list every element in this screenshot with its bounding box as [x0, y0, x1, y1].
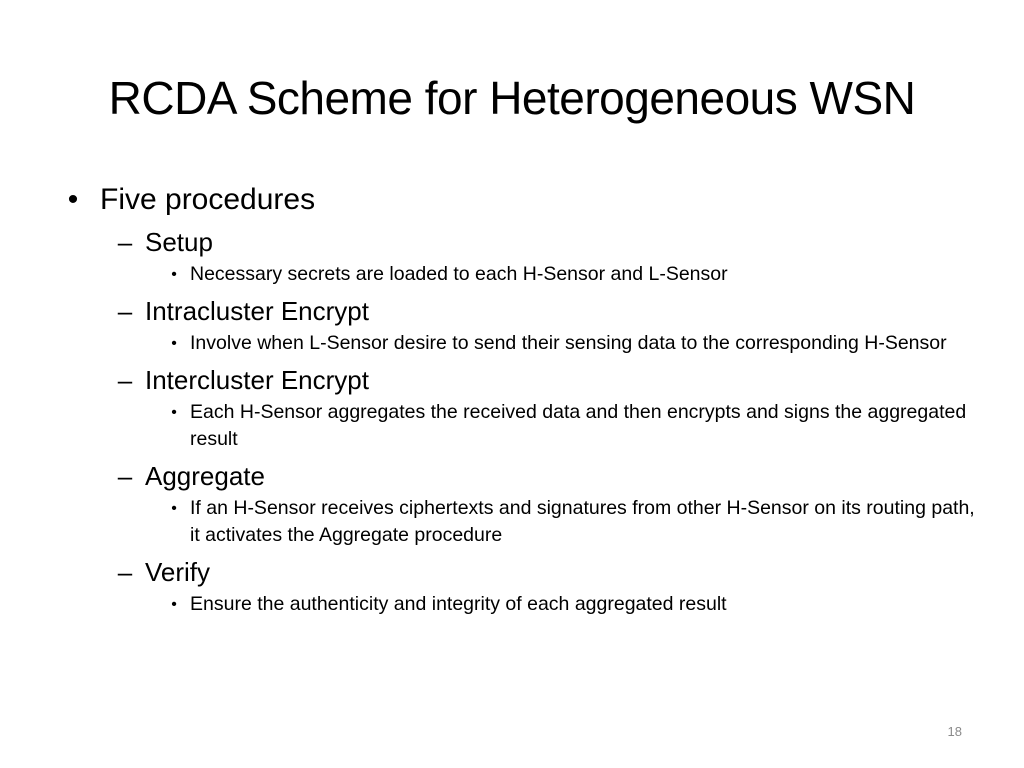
procedure-intracluster-encrypt-detail	[58, 330, 978, 357]
procedure-detail: Necessary secrets are loaded to each H-Sensor and L-Sensor	[190, 263, 728, 285]
procedure-detail: Involve when L-Sensor desire to send their sensing data to the corresponding H-Sensor	[190, 332, 947, 354]
bullet-dot-icon: •	[171, 335, 177, 352]
procedure-intercluster-encrypt	[58, 361, 978, 399]
dash-icon: –	[117, 557, 133, 587]
procedure-detail: Ensure the authenticity and integrity of each aggregated result	[190, 593, 727, 615]
bullet-dot-icon: •	[171, 596, 177, 613]
procedure-setup	[58, 223, 978, 261]
procedure-name: Aggregate	[145, 461, 265, 491]
slide-content	[58, 178, 978, 622]
dash-icon: –	[117, 461, 133, 491]
procedure-verify-detail	[58, 591, 978, 618]
bullet-dot-icon: •	[67, 183, 79, 216]
bullet-dot-icon: •	[171, 266, 177, 283]
dash-icon: –	[117, 365, 133, 395]
procedure-name: Verify	[145, 557, 211, 587]
slide-title: RCDA Scheme for Heterogeneous WSN	[108, 72, 916, 124]
page-number: 18	[947, 724, 962, 739]
bullet-dot-icon: •	[171, 500, 177, 517]
bullet-dot-icon: •	[171, 404, 177, 421]
procedure-verify	[58, 553, 978, 591]
procedure-name: Setup	[145, 227, 213, 257]
procedure-name: Intracluster Encrypt	[145, 296, 369, 326]
bullet-five-procedures	[58, 178, 978, 222]
procedure-aggregate-detail	[58, 495, 978, 549]
procedure-detail: Each H-Sensor aggregates the received data and then encrypts and signs the aggregated result	[190, 401, 967, 450]
procedure-intercluster-encrypt-detail	[58, 399, 978, 453]
procedure-intracluster-encrypt	[58, 292, 978, 330]
dash-icon: –	[117, 227, 133, 257]
dash-icon: –	[117, 296, 133, 326]
procedure-detail: If an H-Sensor receives ciphertexts and signatures from other H-Sensor on its routing path, it activates the Aggregate procedure	[190, 497, 975, 546]
bullet-text: Five procedures	[100, 183, 316, 216]
procedure-name: Intercluster Encrypt	[145, 365, 369, 395]
procedure-aggregate	[58, 457, 978, 495]
procedure-setup-detail	[58, 261, 978, 288]
